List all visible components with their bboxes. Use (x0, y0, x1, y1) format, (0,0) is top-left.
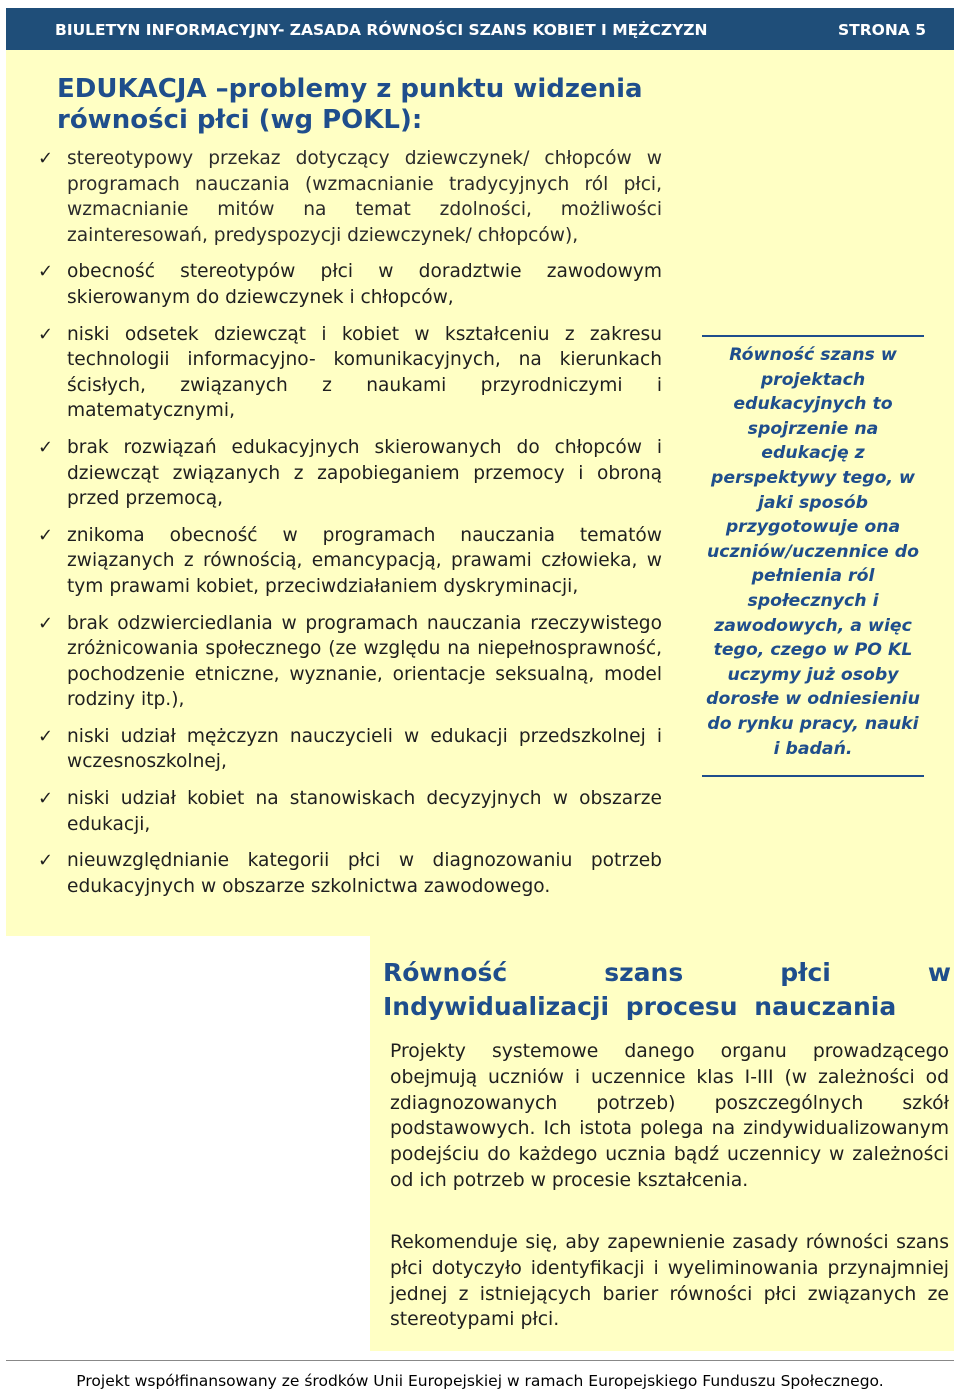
list-item-text: niski odsetek dziewcząt i kobiet w kształceniu z zakresu technologii informacyjno- komunikacyjnych, na kierunkach ścisłych, związanych z naukami przyrodniczymi i matematycznymi, (67, 323, 662, 422)
bulletin-title: BIULETYN INFORMACYJNY- ZASADA RÓWNOŚCI SZANS KOBIET I MĘŻCZYZN (55, 21, 708, 39)
checkmark-icon: ✓ (38, 436, 54, 458)
checkmark-icon: ✓ (38, 323, 54, 345)
list-item-text: stereotypowy przekaz dotyczący dziewczynek/ chłopców w programach nauczania (wzmacnianie tradycyjnych ról płci, wzmacnianie mitów na temat zdolności, możliwości zainteresowań, predyspozycji dziewczynek/ chłopców), (67, 148, 662, 246)
list-item-text: brak rozwiązań edukacyjnych skierowanych do chłopców i dziewcząt związanych z zapobieganiem przemocy i obroną przed przemocą, (67, 436, 662, 510)
list-item (38, 786, 662, 837)
checkmark-icon: ✓ (38, 524, 54, 546)
pull-quote-text: Równość szans w projektach edukacyjnych to spojrzenie na edukację z perspektywy tego, w jaki sposób przygotowuje ona uczniów/uczennice do pełnienia ról społecznych i zawodowych, a więc tego, czego w PO KL uczymy już osoby dorosłe w odniesieniu do rynku pracy, nauki i badań. (706, 345, 920, 759)
list-item (38, 523, 662, 600)
page-header (6, 8, 954, 50)
checkmark-icon: ✓ (38, 261, 54, 283)
pull-quote (702, 335, 924, 777)
paragraph: Projekty systemowe danego organu prowadzącego obejmują uczniów i uczennice klas I-III (w zależności od zdiagnozowanych potrzeb) poszczególnych szkół podstawowych. Ich istota polega na zindywidualizowanym podejściu do każdego ucznia bądź uczennicy w zależności od ich potrzeb w procesie kształcenia. (390, 1041, 949, 1191)
checkmark-icon: ✓ (38, 725, 54, 747)
footer-divider (6, 1360, 954, 1361)
list-item (38, 322, 662, 424)
checkmark-icon: ✓ (38, 148, 54, 169)
paragraph: Rekomenduje się, aby zapewnienie zasady równości szans płci dotyczyło identyfikacji i wyeliminowania przynajmniej jednej z istniejących barier równości płci związanych ze stereotypami płci. (390, 1232, 949, 1331)
list-item (38, 146, 662, 248)
individualization-heading: Równość szans płci w Indywidualizacji procesu nauczania (383, 958, 951, 1021)
list-item-text: niski udział mężczyzn nauczycieli w edukacji przedszkolnej i wczesnoszkolnej, (67, 725, 662, 773)
list-item-text: znikoma obecność w programach nauczania tematów związanych z równością, emancypacją, prawami człowieka, w tym prawami kobiet, przeciwdziałaniem dyskryminacji, (67, 524, 662, 597)
list-item (38, 848, 662, 899)
list-item-text: brak odzwierciedlania w programach nauczania rzeczywistego zróżnicowania społecznego (ze względu na niepełnosprawność, pochodzenie etniczne, wyznanie, orientacje seksualną, model rodziny itp.), (67, 612, 662, 711)
list-item (38, 611, 662, 713)
checkmark-icon: ✓ (38, 788, 54, 810)
footer-text: Projekt współfinansowany ze środków Unii Europejskiej w ramach Europejskiego Funduszu Społecznego. (76, 1372, 884, 1390)
list-item-text: nieuwzględnianie kategorii płci w diagnozowaniu potrzeb edukacyjnych w obszarze szkolnictwa zawodowego. (67, 850, 662, 897)
checkmark-icon: ✓ (38, 612, 54, 634)
page-number: STRONA 5 (838, 21, 926, 39)
list-item (38, 435, 662, 512)
checkmark-icon: ✓ (38, 850, 54, 872)
list-item (38, 724, 662, 775)
list-item-text: obecność stereotypów płci w doradztwie zawodowym skierowanym do dziewczynek i chłopców, (67, 261, 662, 308)
education-heading: EDUKACJA –problemy z punktu widzenia równości płci (wg POKL): (57, 74, 643, 135)
list-item-text: niski udział kobiet na stanowiskach decyzyjnych w obszarze edukacji, (67, 788, 662, 835)
list-item (38, 259, 662, 310)
problems-list (38, 146, 662, 910)
